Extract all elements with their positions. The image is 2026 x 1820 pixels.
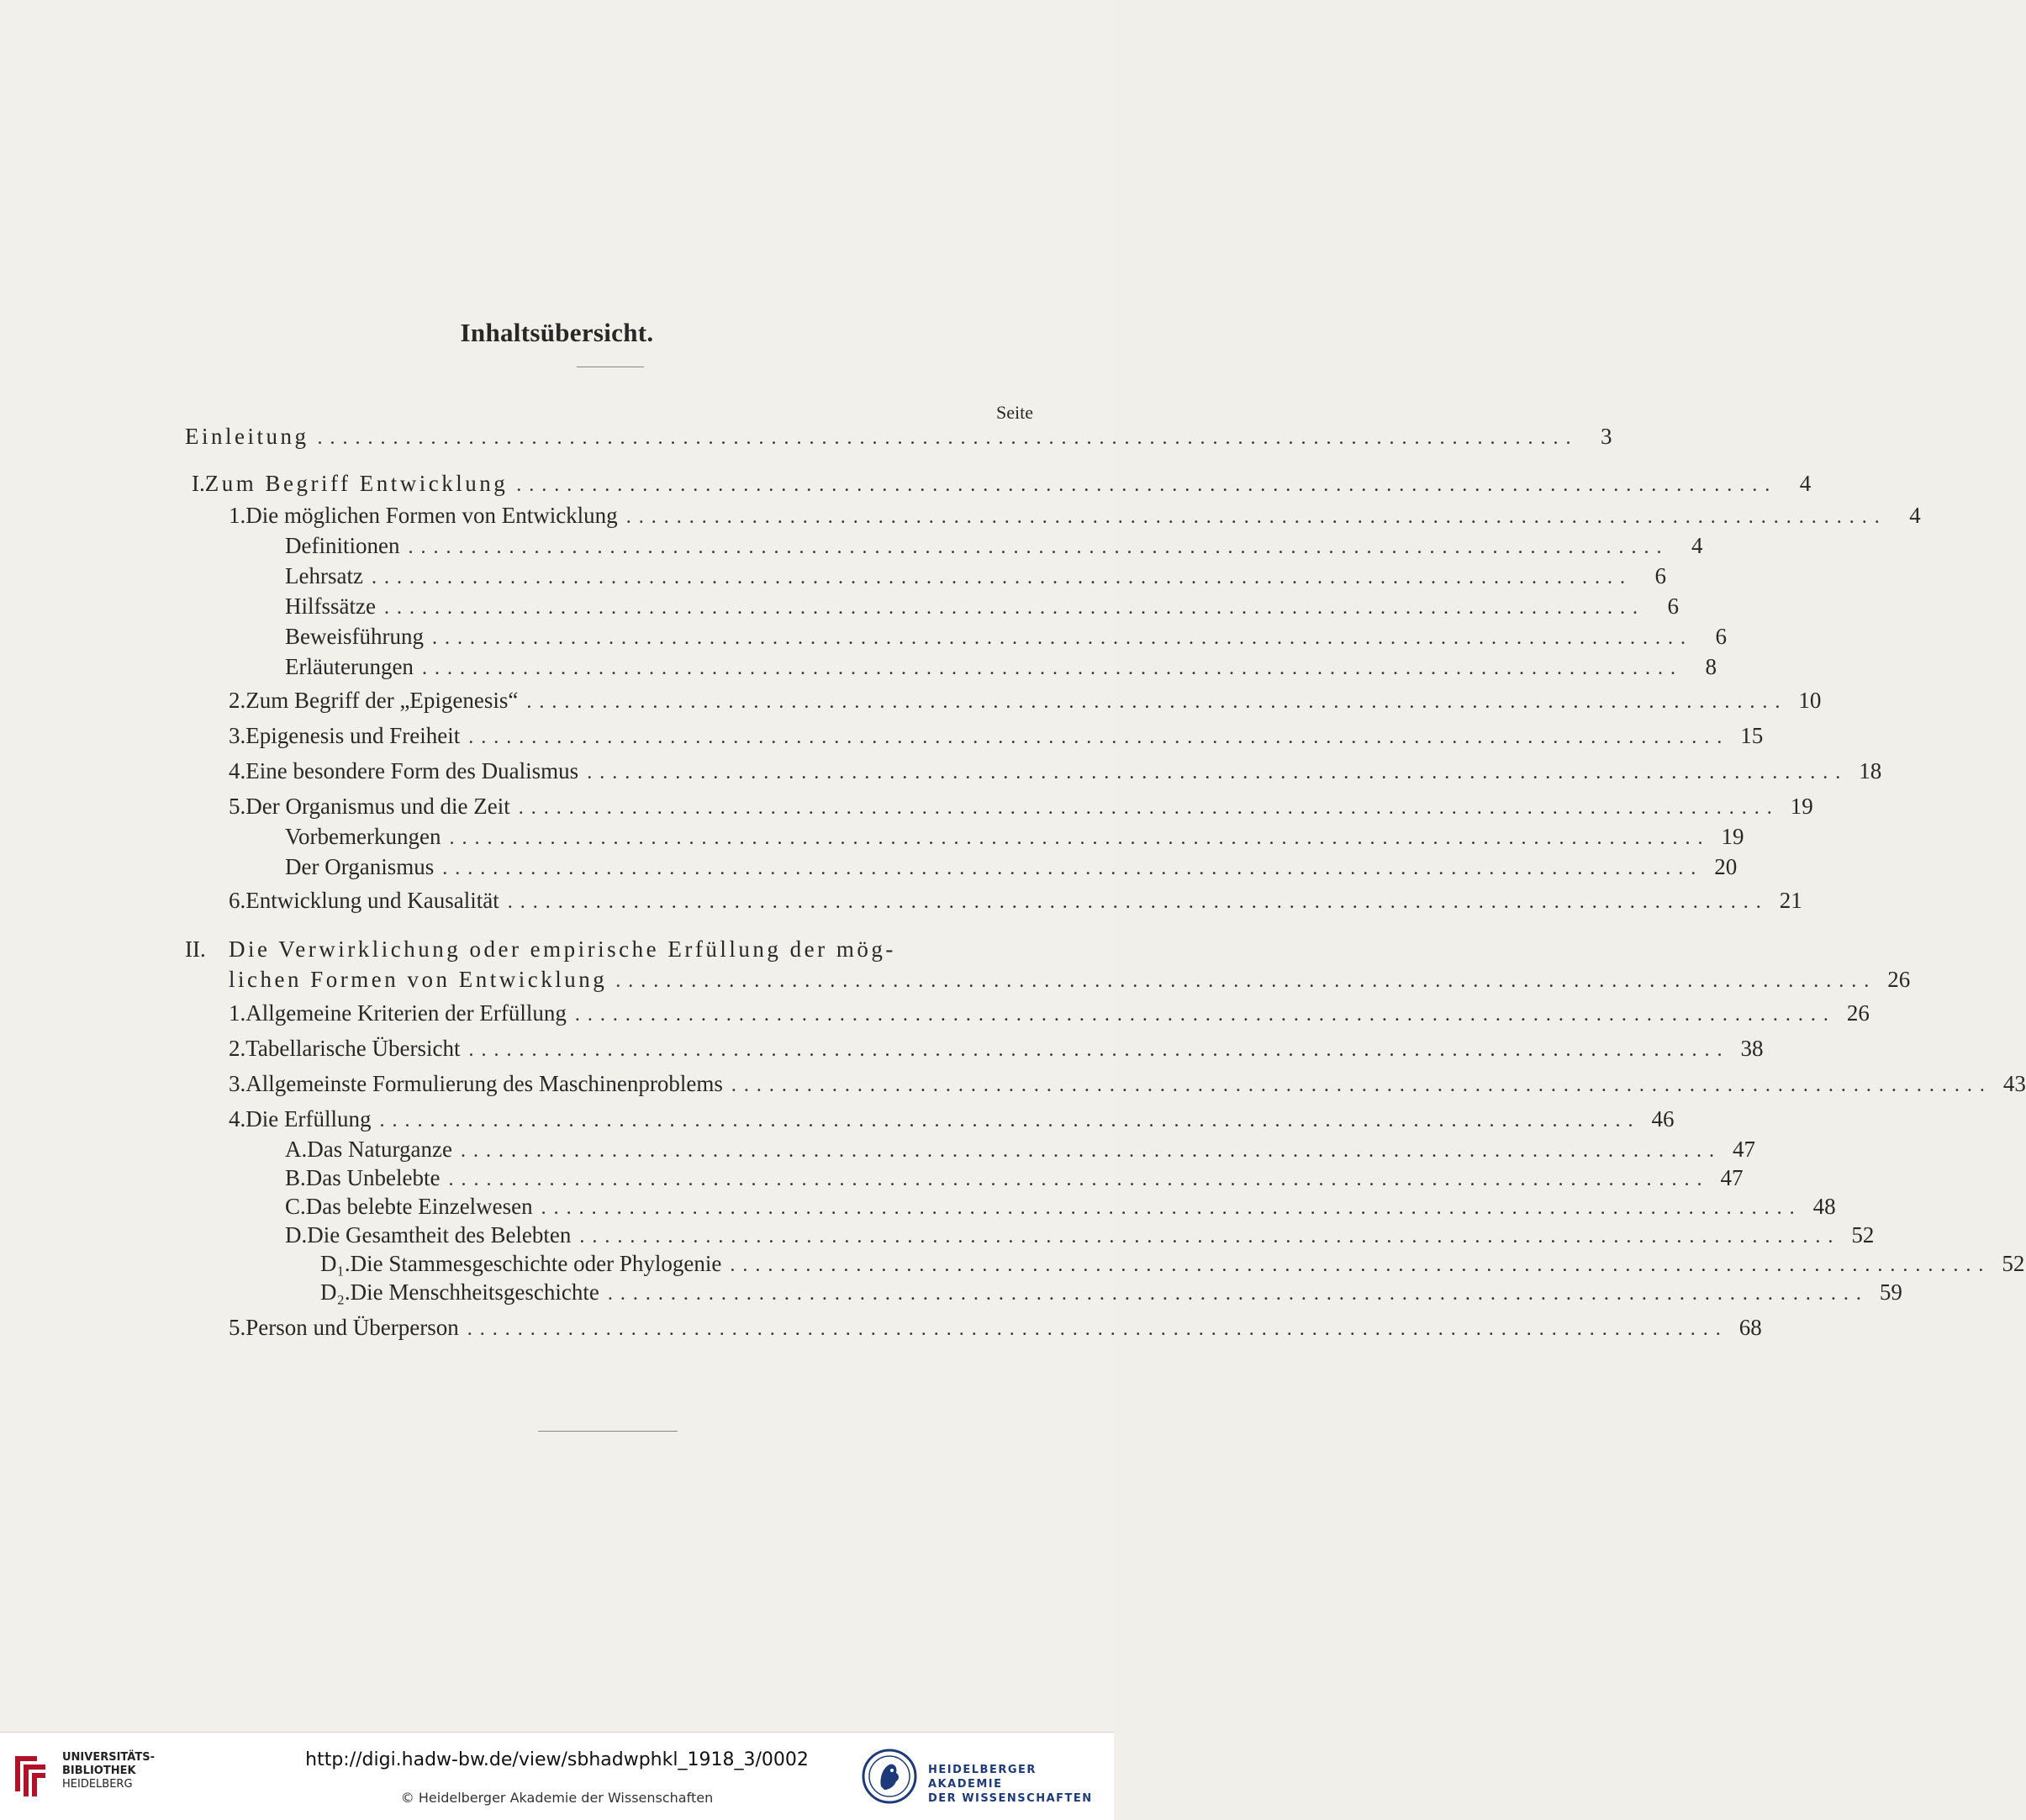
toc-leader: .................................................................................................... <box>383 597 1645 619</box>
toc-entry-label: Die Menschheitsgeschichte <box>350 1279 599 1305</box>
toc-entry-number: A. <box>285 1137 308 1162</box>
show-through-text <box>0 101 1114 286</box>
academy-name <box>928 1763 1114 1806</box>
toc-entry-label: Zum Begriff der „Epigenesis“ <box>245 688 519 713</box>
toc-leader: .................................................................................................... <box>468 1039 1730 1061</box>
toc-entry <box>0 533 1703 562</box>
toc-entry-label: Das belebte Einzelwesen <box>305 1194 533 1219</box>
toc-entry-number: B. <box>285 1165 306 1190</box>
toc-entry-number: 2. <box>229 1036 246 1061</box>
toc-entry <box>0 1194 1836 1222</box>
toc-leader: .................................................................................................... <box>371 567 1633 588</box>
toc-entry-label: Person und Überperson <box>245 1315 459 1340</box>
toc-leader: .................................................................................................... <box>317 427 1579 449</box>
toc-leader: .................................................................................................... <box>468 726 1730 748</box>
page-title: Inhaltsübersicht. <box>460 318 654 347</box>
toc-entry-label: Die Erfüllung <box>245 1106 372 1132</box>
toc-leader: .................................................................................................... <box>731 1074 1992 1096</box>
toc-entry <box>0 503 1921 531</box>
toc-entry-page: 3 <box>1600 424 1612 449</box>
toc-entry-page: 46 <box>1651 1106 1675 1132</box>
toc-leader: .................................................................................................... <box>421 657 1683 679</box>
toc-entry-page: 47 <box>1720 1165 1744 1190</box>
toc-entry-label: Allgemeine Kriterien der Erfüllung <box>245 1000 567 1026</box>
toc-leader: .................................................................................................... <box>442 857 1704 879</box>
toc-leader: .................................................................................................... <box>730 1254 1992 1276</box>
toc-entry <box>0 723 1764 752</box>
toc-entry-label: Der Organismus <box>285 854 435 879</box>
toc-entry-page: 6 <box>1715 624 1727 649</box>
toc-entry-number: 6. <box>229 888 246 913</box>
toc-entry <box>0 1071 2026 1100</box>
copyright-notice: © Heidelberger Akademie der Wissenschaften <box>400 1790 714 1806</box>
academy-seal-icon <box>861 1748 918 1805</box>
toc-entry-number: II. <box>185 936 206 962</box>
toc-leader: .................................................................................................... <box>448 1168 1710 1190</box>
toc-entry <box>0 688 1822 716</box>
toc-leader: .................................................................................................... <box>379 1110 1641 1132</box>
toc-entry-label: Einleitung <box>185 424 309 449</box>
toc-leader: .................................................................................................... <box>615 970 1877 992</box>
toc-leader: .................................................................................................... <box>587 762 1849 783</box>
toc-entry-number: D. <box>285 1222 308 1248</box>
toc-entry-label: Erläuterungen <box>285 654 414 679</box>
toc-entry-label: Die Gesamtheit des Belebten <box>307 1222 572 1248</box>
toc-entry <box>0 824 1744 852</box>
toc-entry-einleitung <box>0 424 1612 452</box>
toc-entry-page: 52 <box>2002 1251 2025 1276</box>
toc-leader: .................................................................................................... <box>541 1197 1802 1219</box>
academy-name-line-2: DER WISSENSCHAFTEN <box>928 1792 1093 1805</box>
toc-entry-label: Die möglichen Formen von Entwicklung <box>245 503 618 528</box>
toc-entry-number: 4. <box>229 758 246 783</box>
toc-entry-label: Das Naturganze <box>307 1137 452 1162</box>
toc-entry <box>0 1279 1902 1308</box>
toc-leader: .................................................................................................... <box>467 1318 1728 1340</box>
toc-entry-number: I. <box>192 471 205 496</box>
toc-entry-number: 3. <box>229 1071 246 1096</box>
toc-entry-label: Entwicklung und Kausalität <box>245 888 499 913</box>
toc-entry <box>0 888 1802 916</box>
toc-entry <box>0 758 1882 787</box>
toc-entry-page: 43 <box>2002 1071 2026 1096</box>
toc-entry-page: 21 <box>1779 888 1802 913</box>
toc-entry <box>0 654 1717 683</box>
toc-entry-page: 48 <box>1812 1194 1836 1219</box>
toc-entry <box>0 1000 1870 1029</box>
toc-entry <box>0 794 1813 822</box>
toc-entry-page: 38 <box>1740 1036 1764 1061</box>
toc-entry-number: 4. <box>229 1106 246 1132</box>
toc-entry <box>0 1165 1744 1194</box>
toc-entry-part-2-line-2 <box>0 967 1911 995</box>
toc-entry-page: 19 <box>1721 824 1744 849</box>
toc-leader: .................................................................................................... <box>607 1283 1869 1305</box>
library-name-line-2: BIBLIOTHEK <box>62 1765 136 1777</box>
toc-entry-page: 52 <box>1851 1222 1875 1248</box>
toc-leader: .................................................................................................... <box>518 797 1780 819</box>
toc-entry-label: Allgemeinste Formulierung des Maschinenproblems <box>245 1071 723 1096</box>
toc-leader: .................................................................................................... <box>431 627 1693 649</box>
toc-entry-label: Definitionen <box>285 533 400 558</box>
toc-entry-label: Eine besondere Form des Dualismus <box>245 758 579 783</box>
toc-entry-number: 3. <box>229 723 246 748</box>
toc-entry-part-2-line-1 <box>185 936 896 963</box>
toc-entry-page: 10 <box>1798 688 1822 713</box>
toc-entry-label: Beweisführung <box>285 624 424 649</box>
toc-entry-page: 20 <box>1714 854 1738 879</box>
toc-entry-number: D₁. <box>320 1251 351 1276</box>
toc-entry <box>0 1251 2025 1279</box>
toc-entry <box>0 563 1666 592</box>
toc-entry <box>0 624 1727 652</box>
toc-entry-label: Die Verwirklichung oder empirische Erfüllung der mög- <box>229 936 896 962</box>
library-name-line-3: HEIDELBERG <box>62 1778 133 1791</box>
toc-leader: .................................................................................................... <box>579 1226 1841 1248</box>
toc-leader: .................................................................................................... <box>460 1140 1722 1162</box>
viewer-footer <box>0 1732 1114 1820</box>
toc-entry-page: 6 <box>1667 593 1679 619</box>
closing-divider <box>538 1431 678 1432</box>
toc-entry-number: 2. <box>229 688 246 713</box>
toc-entry-label: Lehrsatz <box>285 563 363 588</box>
toc-entry-page: 8 <box>1705 654 1717 679</box>
toc-leader: .................................................................................................... <box>449 827 1711 849</box>
toc-entry <box>0 854 1738 883</box>
toc-entry-page: 68 <box>1738 1315 1762 1340</box>
permalink-url[interactable]: http://digi.hadw-bw.de/view/sbhadwphkl_1918_3/0002 <box>305 1749 809 1770</box>
toc-entry <box>0 1106 1675 1135</box>
toc-entry-label: Hilfssätze <box>285 593 376 619</box>
toc-entry-label: Die Stammesgeschichte oder Phylogenie <box>350 1251 722 1276</box>
toc-entry-number: 1. <box>229 1000 246 1026</box>
toc-leader: .................................................................................................... <box>507 891 1769 913</box>
toc-entry-label: Epigenesis und Freiheit <box>245 723 461 748</box>
toc-entry-number: 1. <box>229 503 246 528</box>
toc-entry <box>0 1036 1764 1064</box>
toc-entry-label: Das Unbelebte <box>305 1165 441 1190</box>
toc-entry-page: 59 <box>1879 1279 1902 1305</box>
toc-entry-page: 15 <box>1740 723 1764 748</box>
toc-leader: .................................................................................................... <box>526 691 1788 713</box>
toc-entry-page: 18 <box>1859 758 1882 783</box>
toc-entry-label: Vorbemerkungen <box>285 824 441 849</box>
toc-entry-page: 26 <box>1846 1000 1870 1026</box>
toc-leader: .................................................................................................... <box>408 536 1670 558</box>
academy-name-line-1: HEIDELBERGER AKADEMIE <box>928 1764 1037 1791</box>
toc-entry-page: 4 <box>1691 533 1703 558</box>
toc-leader: .................................................................................................... <box>625 506 1887 528</box>
toc-entry-page: 47 <box>1732 1137 1755 1162</box>
toc-entry-number: D₂. <box>320 1279 351 1305</box>
toc-entry-label: lichen Formen von Entwicklung <box>229 967 608 992</box>
toc-entry-label: Der Organismus und die Zeit <box>245 794 510 819</box>
toc-entry-page: 26 <box>1887 967 1911 992</box>
toc-entry <box>0 1315 1762 1343</box>
toc-entry <box>0 1137 1755 1165</box>
toc-entry-number: 5. <box>229 794 246 819</box>
toc-entry-label: Tabellarische Übersicht <box>245 1036 461 1061</box>
toc-entry-page: 19 <box>1790 794 1813 819</box>
toc-entry-label: Zum Begriff Entwicklung <box>204 471 509 496</box>
toc-entry-page: 4 <box>1909 503 1921 528</box>
toc-leader: .................................................................................................... <box>574 1004 1836 1026</box>
toc-entry <box>0 1222 1875 1251</box>
toc-entry-part-1 <box>0 471 1812 499</box>
toc-leader: .................................................................................................... <box>516 474 1778 496</box>
toc-entry-number: 5. <box>229 1315 246 1340</box>
page-column-label: Seite <box>996 402 1033 423</box>
toc-entry <box>0 593 1679 622</box>
library-name-line-1: UNIVERSITÄTS- <box>62 1751 155 1764</box>
toc-entry-page: 4 <box>1799 471 1812 496</box>
toc-entry-page: 6 <box>1654 563 1666 588</box>
toc-entry-number: C. <box>285 1194 306 1219</box>
